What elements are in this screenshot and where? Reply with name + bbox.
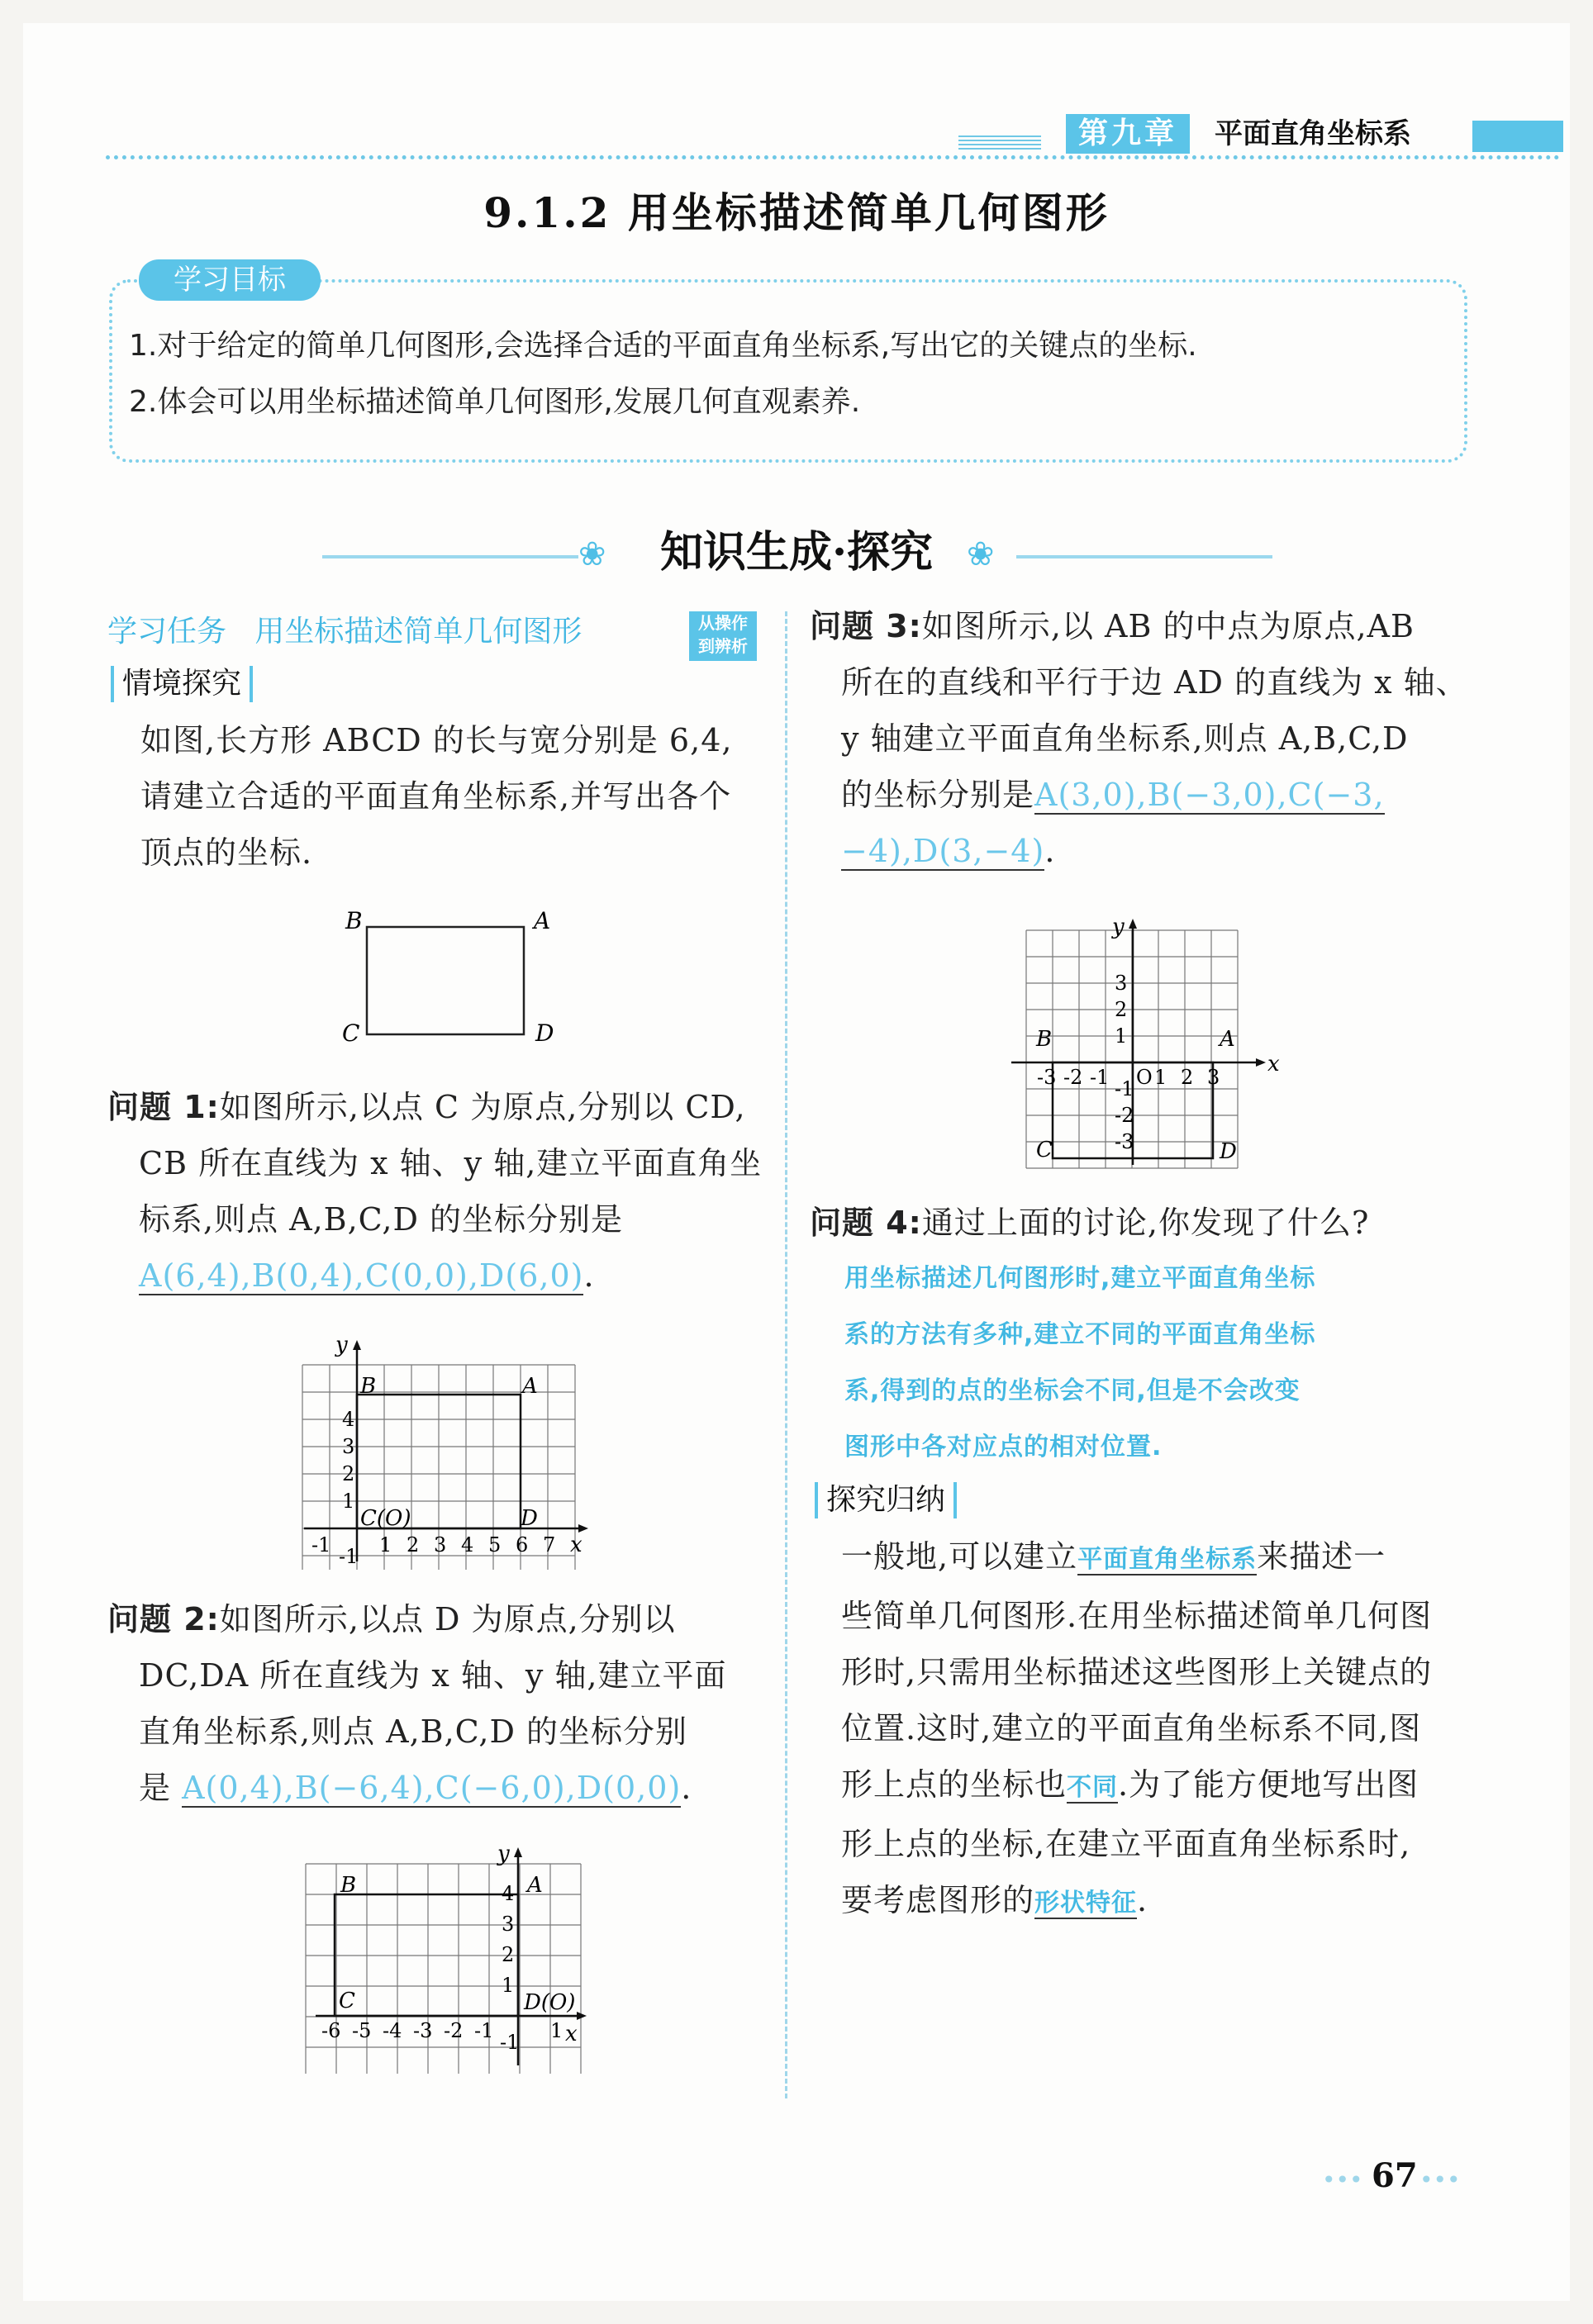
tick-label: 1 [379, 1533, 392, 1556]
text-line: 直角坐标系,则点 A,B,C,D 的坐标分别 [139, 1713, 688, 1750]
badge-line: 到辨析 [698, 636, 748, 656]
y-axis-label: y [1112, 915, 1125, 939]
q1-answer: A(6,4),B(0,4),C(0,0),D(6,0) [139, 1257, 584, 1294]
text-line: 要考虑图形的 [841, 1882, 1035, 1918]
tick-label: -3 [1115, 1130, 1134, 1153]
point-label-a: A [527, 1873, 543, 1898]
graph-q3 [1011, 909, 1292, 1173]
task-badge [689, 611, 757, 661]
tick-label: 1 [342, 1490, 355, 1513]
text-line: 形上点的坐标,在建立平面直角坐标系时, [841, 1826, 1411, 1862]
tick-label: -2 [1115, 1104, 1134, 1127]
text-line: 标系,则点 A,B,C,D 的坐标分别是 [139, 1201, 624, 1238]
point-label-c: C [339, 1989, 355, 2013]
q2-answer: A(0,4),B(−6,4),C(−6,0),D(0,0) [182, 1770, 682, 1806]
tick-label: -2 [1063, 1066, 1083, 1089]
page-ornament-right: ••• [1419, 2166, 1461, 2193]
rectangle-figure [330, 901, 562, 1057]
tick-label: -3 [413, 2019, 433, 2042]
situation-text [140, 712, 732, 881]
tick-label: 4 [342, 1408, 355, 1431]
punct: . [681, 1770, 692, 1806]
tick-label: 3 [1115, 972, 1128, 995]
q2-label: 问题 2: [107, 1601, 220, 1637]
header-decor-lines [958, 135, 1041, 150]
answer-line: 系的方法有多种,建立不同的平面直角坐标 [844, 1320, 1316, 1349]
graph-q2 [299, 1842, 597, 2074]
punct: . [1044, 833, 1056, 869]
badge-line: 从操作 [698, 613, 748, 633]
swirl-left-icon: ❀ [578, 535, 606, 573]
tick-label: 2 [342, 1462, 355, 1485]
vertex-label-d: D [535, 1019, 554, 1047]
text-line: 通过上面的讨论,你发现了什么? [921, 1205, 1370, 1241]
text-line: 是 [139, 1770, 172, 1806]
point-label-b: B [340, 1873, 357, 1898]
x-axis-label: x [570, 1533, 583, 1557]
text-line: 一般地,可以建立 [841, 1538, 1078, 1575]
tick-label: -3 [1037, 1066, 1057, 1089]
answer-line: 系,得到的点的坐标会不同,但是不会改变 [844, 1376, 1301, 1405]
point-label-a: A [522, 1374, 538, 1399]
point-label-b: B [1036, 1027, 1053, 1052]
page-ornament-left: ••• [1322, 2166, 1363, 2193]
summary-fill-1: 平面直角坐标系 [1077, 1545, 1258, 1574]
tick-label: 3 [434, 1533, 447, 1556]
q1-label: 问题 1: [107, 1089, 220, 1125]
text-line: . [1137, 1882, 1148, 1918]
graph-q1 [297, 1330, 595, 1570]
chapter-label: 第九章 [1066, 114, 1190, 154]
task-heading [107, 608, 582, 650]
summary-fill-2: 不同 [1067, 1773, 1119, 1802]
goals-tag: 学习目标 [139, 259, 321, 301]
tick-label: 7 [543, 1533, 556, 1556]
tick-label: 2 [1115, 998, 1128, 1021]
tick-label: 2 [502, 1943, 515, 1966]
tick-label: 3 [502, 1913, 515, 1936]
tick-label: 2 [1181, 1066, 1194, 1089]
text-line: 如图所示,以点 D 为原点,分别以 [219, 1601, 676, 1637]
text-line: 形时,只需用坐标描述这些图形上关键点的 [841, 1654, 1433, 1690]
tick-label: -1 [1115, 1077, 1134, 1100]
chapter-title: 平面直角坐标系 [1215, 117, 1411, 150]
tick-label: -5 [352, 2019, 372, 2042]
answer-line: 图形中各对应点的相对位置. [844, 1433, 1163, 1461]
text-line: 顶点的坐标. [140, 834, 313, 871]
text-line: CB 所在直线为 x 轴、y 轴,建立平面直角坐 [139, 1145, 763, 1181]
task-label: 学习任务 [107, 615, 227, 649]
text-line: DC,DA 所在直线为 x 轴、y 轴,建立平面 [139, 1657, 727, 1694]
header-bar [1472, 121, 1563, 152]
tick-label: -1 [339, 1545, 359, 1568]
q3-answer-cont: −4),D(3,−4) [841, 833, 1045, 869]
tick-label: -1 [311, 1533, 331, 1556]
tick-label: O [1136, 1066, 1153, 1089]
x-axis-label: x [1267, 1052, 1280, 1076]
tick-label: 5 [488, 1533, 502, 1556]
punct: . [583, 1257, 595, 1294]
tick-label: -1 [500, 2031, 520, 2054]
point-label-c: C [1036, 1138, 1053, 1162]
text-line: 些简单几何图形.在用坐标描述简单几何图 [841, 1598, 1433, 1634]
goal-item: 1.对于给定的简单几何图形,会选择合适的平面直角坐标系,写出它的关键点的坐标. [129, 329, 1197, 363]
summary-heading: 探究归纳 [815, 1482, 957, 1518]
text-line: 如图,长方形 ABCD 的长与宽分别是 6,4, [140, 722, 733, 758]
rectangle-abcd [367, 927, 524, 1034]
tick-label: 1 [1154, 1066, 1167, 1089]
situation-heading: 情境探究 [111, 666, 253, 702]
vertex-label-b: B [345, 907, 363, 934]
text-line: 位置.这时,建立的平面直角坐标系不同,图 [841, 1710, 1422, 1747]
page-number: 67 [1372, 2156, 1418, 2195]
column-divider [785, 611, 787, 2098]
tick-label: -2 [444, 2019, 464, 2042]
point-label-d: D [521, 1506, 538, 1531]
answer-line: 用坐标描述几何图形时,建立平面直角坐标 [844, 1264, 1316, 1293]
tick-label: 4 [502, 1882, 515, 1905]
x-axis-label: x [565, 2022, 578, 2046]
y-axis-label: y [497, 1842, 510, 1866]
point-label-c: C(O) [360, 1506, 411, 1531]
knowledge-banner: 知识生成·探究 [659, 527, 934, 577]
vertex-label-c: C [342, 1019, 360, 1047]
text-line: 所在的直线和平行于边 AD 的直线为 x 轴、 [841, 664, 1468, 701]
point-label-b: B [360, 1374, 377, 1399]
tick-label: 1 [550, 2019, 563, 2042]
tick-label: 1 [502, 1974, 515, 1997]
q1-block [107, 1079, 762, 1304]
header-dotted-rule [106, 155, 1560, 159]
tick-label: 1 [1115, 1024, 1128, 1048]
tick-label: -6 [321, 2019, 341, 2042]
tick-label: 3 [1207, 1066, 1220, 1089]
goal-item: 2.体会可以用坐标描述简单几何图形,发展几何直观素养. [129, 385, 861, 419]
y-axis-label: y [335, 1333, 348, 1357]
tick-label: 6 [516, 1533, 529, 1556]
vertex-label-a: A [534, 907, 551, 934]
q4-block [810, 1195, 1369, 1251]
text-line: 如图所示,以 AB 的中点为原点,AB [921, 608, 1415, 644]
section-title: 9.1.2 用坐标描述简单几何图形 [483, 188, 1110, 237]
summary-text [841, 1528, 1432, 1932]
point-label-a: A [1220, 1027, 1235, 1052]
point-label-d: D(O) [524, 1990, 576, 2015]
text-line: 形上点的坐标也 [841, 1766, 1068, 1803]
task-title: 用坐标描述简单几何图形 [254, 615, 583, 649]
q4-answer [844, 1251, 1315, 1476]
q4-label: 问题 4: [810, 1205, 922, 1241]
text-line: 的坐标分别是 [841, 777, 1035, 813]
tick-label: 3 [342, 1435, 355, 1458]
q3-label: 问题 3: [810, 608, 922, 644]
q3-block [810, 598, 1468, 879]
point-label-d: D [1220, 1139, 1237, 1164]
tick-label: 2 [407, 1533, 420, 1556]
q2-block [107, 1591, 726, 1816]
tick-label: -4 [383, 2019, 402, 2042]
summary-fill-3: 形状特征 [1034, 1889, 1138, 1918]
tick-label: -1 [1090, 1066, 1110, 1089]
text-line: 如图所示,以点 C 为原点,分别以 CD, [219, 1089, 746, 1125]
text-line: y 轴建立平面直角坐标系,则点 A,B,C,D [841, 720, 1409, 757]
goals-box [109, 279, 1467, 463]
text-line: 请建立合适的平面直角坐标系,并写出各个 [140, 778, 732, 815]
text-line: 来描述一 [1257, 1538, 1386, 1575]
swirl-right-icon: ❀ [967, 535, 995, 573]
tick-label: -1 [474, 2019, 494, 2042]
q3-answer: A(3,0),B(−3,0),C(−3, [1034, 777, 1385, 813]
text-line: .为了能方便地写出图 [1118, 1766, 1419, 1803]
tick-label: 4 [461, 1533, 474, 1556]
